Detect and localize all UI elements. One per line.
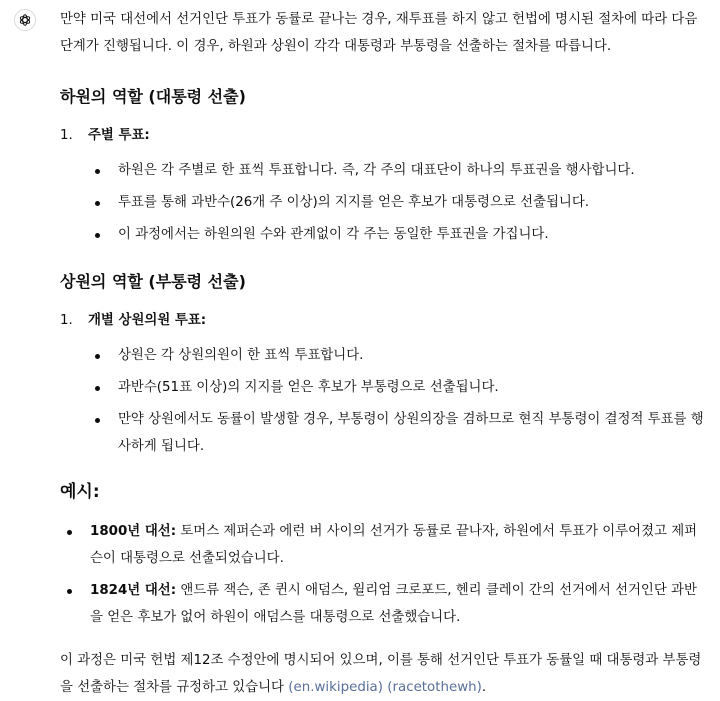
senate-bullet: 만약 상원에서도 동률이 발생할 경우, 부통령이 상원의장을 겸하므로 현직 부통령이 결정적 투표를 행사하게 됩니다.	[60, 406, 705, 460]
examples-heading: 예시:	[60, 482, 100, 502]
example-text: 앤드류 잭슨, 존 퀸시 애덤스, 윌리엄 크로포드, 헨리 클레이 간의 선거에서 선거인단 과반을 얻은 후보가 없어 하원이 애덤스를 대통령으로 선출했습니다.	[90, 583, 697, 625]
example-title: 1800년 대선:	[90, 524, 177, 539]
citation-link-racetothewh[interactable]: (racetothewh)	[387, 680, 482, 695]
conclusion-period: .	[481, 680, 487, 695]
house-bullet: 투표를 통해 과반수(26개 주 이상)의 지지를 얻은 후보가 대통령으로 선출됩니다.	[60, 189, 705, 216]
conclusion-text: 이 과정은 미국 헌법 제12조 수정안에 명시되어 있으며, 이를 통해 선거인단 투표가 동률일 때 대통령과 부통령을 선출하는 절차를 규정하고 있습니다	[60, 653, 702, 695]
example-text: 토머스 제퍼슨과 에런 버 사이의 선거가 동률로 끝나자, 하원에서 투표가 이루어졌고 제퍼슨이 대통령으로 선출되었습니다.	[90, 524, 698, 566]
senate-item-number: 1.	[60, 313, 73, 328]
house-heading: 하원의 역할 (대통령 선출)	[60, 87, 246, 106]
example-item	[60, 577, 705, 631]
house-list-item	[60, 122, 705, 149]
assistant-message	[60, 6, 705, 701]
intro-paragraph: 만약 미국 대선에서 선거인단 투표가 동률로 끝나는 경우, 재투표를 하지 않고 헌법에 명시된 절차에 따라 다음 단계가 진행됩니다. 이 경우, 하원과 상원이 각각 대통령과 부통령을 선출하는 절차를 따릅니다.	[60, 12, 698, 54]
senate-list-item	[60, 307, 705, 334]
example-title: 1824년 대선:	[90, 583, 177, 598]
house-bullet: 하원은 각 주별로 한 표씩 투표합니다. 즉, 각 주의 대표단이 하나의 투표권을 행사합니다.	[60, 157, 705, 184]
house-item-title: 주별 투표:	[88, 128, 150, 143]
assistant-avatar	[14, 9, 36, 31]
senate-item-title: 개별 상원의원 투표:	[88, 313, 207, 328]
senate-heading: 상원의 역할 (부통령 선출)	[60, 272, 246, 291]
senate-bullet: 상원은 각 상원의원이 한 표씩 투표합니다.	[60, 342, 705, 369]
citation-link-wikipedia[interactable]: (en.wikipedia)	[288, 680, 383, 695]
openai-logo-icon	[18, 13, 32, 27]
example-item	[60, 518, 705, 572]
house-item-number: 1.	[60, 128, 73, 143]
senate-bullet: 과반수(51표 이상)의 지지를 얻은 후보가 부통령으로 선출됩니다.	[60, 374, 705, 401]
house-bullet: 이 과정에서는 하원의원 수와 관계없이 각 주는 동일한 투표권을 가집니다.	[60, 221, 705, 248]
conclusion-paragraph	[60, 647, 705, 701]
